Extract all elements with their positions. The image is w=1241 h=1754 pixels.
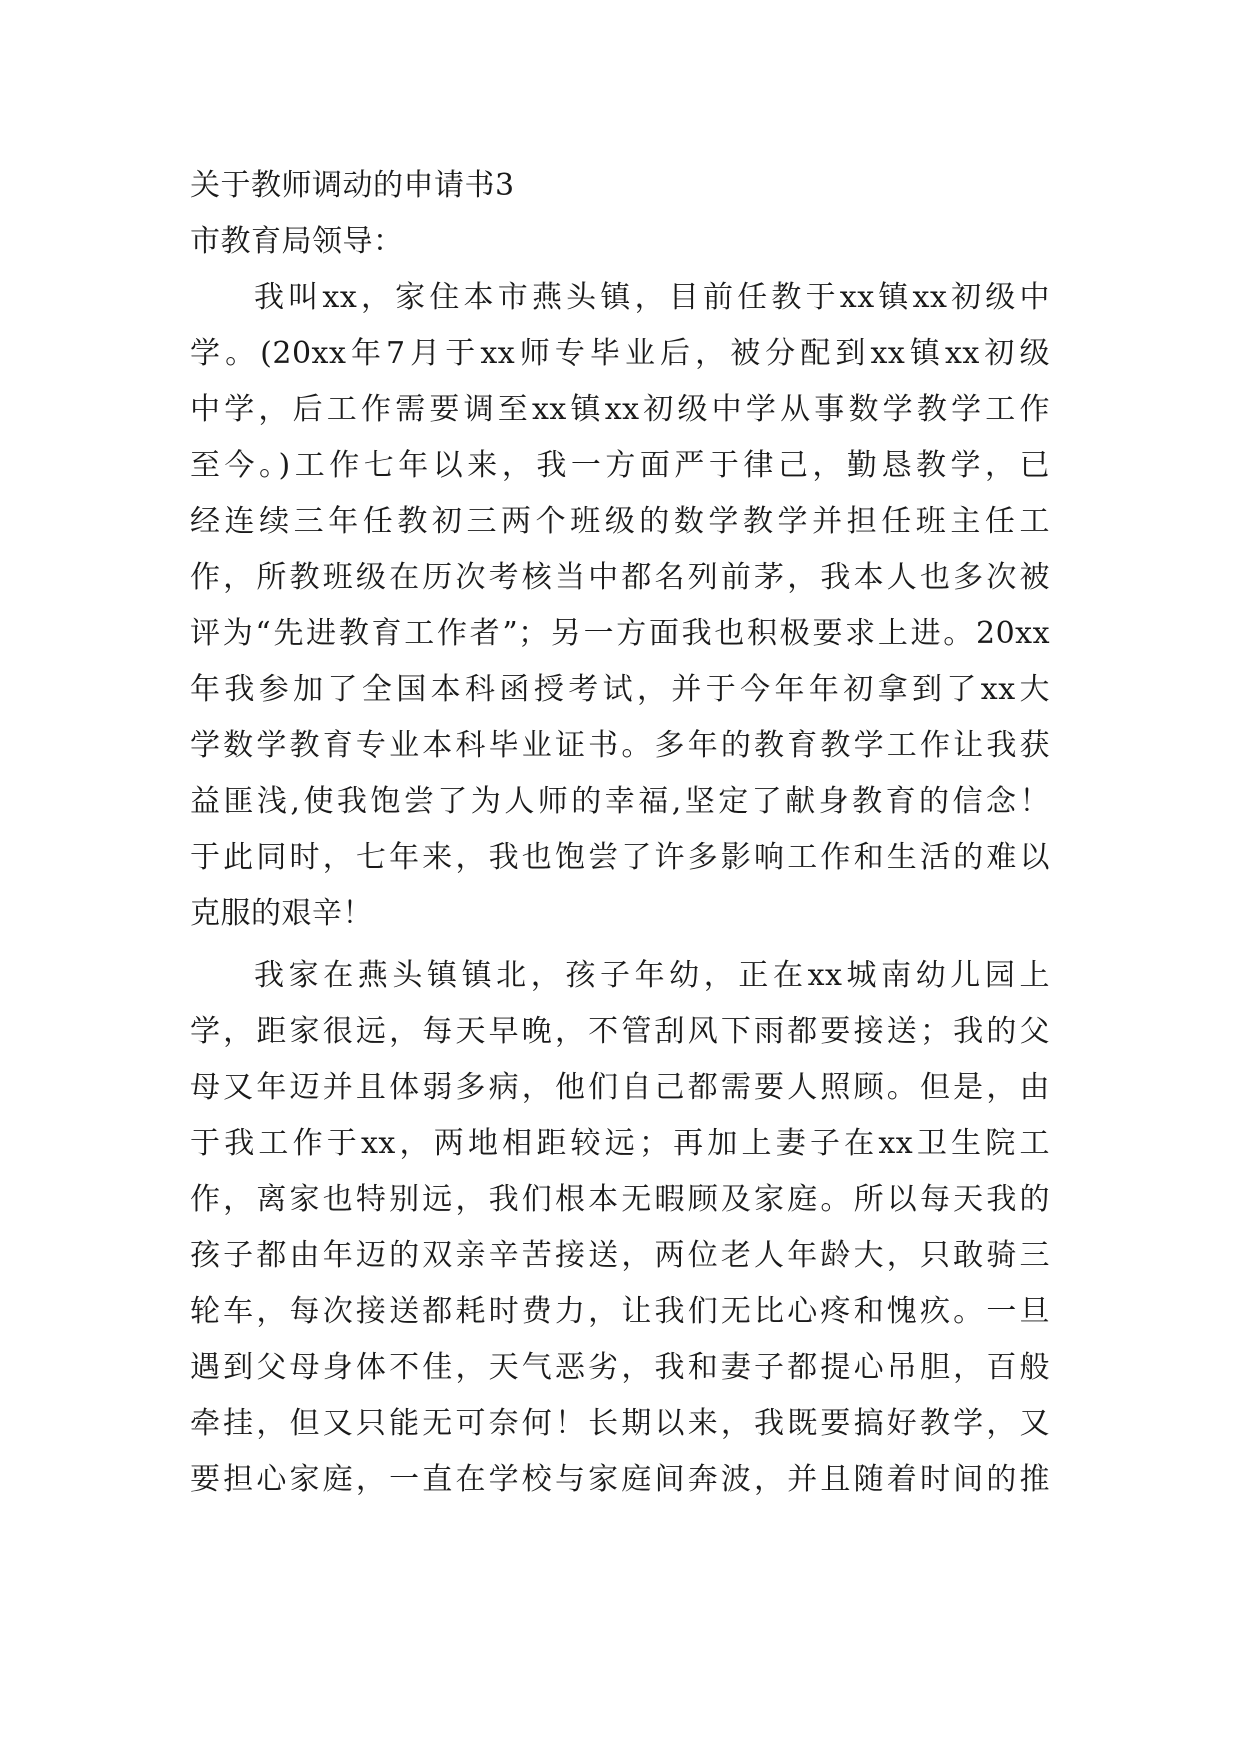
paragraph-2 [190, 948, 1050, 1508]
paragraph-line: 要担心家庭，一直在学校与家庭间奔波，并且随着时间的推 [190, 1462, 1050, 1497]
paragraph-line: 中学，后工作需要调至xx镇xx初级中学从事数学教学工作 [190, 392, 1050, 427]
paragraph-line: 评为“先进教育工作者”；另一方面我也积极要求上进。20xx [190, 616, 1050, 651]
paragraph-line: 我叫xx，家住本市燕头镇，目前任教于xx镇xx初级中 [254, 280, 1050, 315]
paragraph-line: 学数学教育专业本科毕业证书。多年的教育教学工作让我获 [190, 728, 1050, 763]
document-title: 关于教师调动的申请书3 [190, 168, 515, 203]
paragraph-line: 益匪浅,使我饱尝了为人师的幸福,坚定了献身教育的信念！ [190, 784, 1050, 819]
paragraph-1 [190, 270, 1050, 942]
paragraph-line: 克服的艰辛！ [190, 896, 373, 931]
document-body [190, 158, 1050, 1508]
paragraph-line: 孩子都由年迈的双亲辛苦接送，两位老人年龄大，只敢骑三 [190, 1238, 1050, 1273]
paragraph-line: 学。(20xx年7月于xx师专毕业后，被分配到xx镇xx初级 [190, 336, 1050, 371]
paragraph-line: 遇到父母身体不佳，天气恶劣，我和妻子都提心吊胆，百般 [190, 1350, 1050, 1385]
paragraph-line: 经连续三年任教初三两个班级的数学教学并担任班主任工 [190, 504, 1050, 539]
paragraph-line: 牵挂，但又只能无可奈何！长期以来，我既要搞好教学，又 [190, 1406, 1050, 1441]
paragraph-line: 学，距家很远，每天早晚，不管刮风下雨都要接送；我的父 [190, 1014, 1050, 1049]
paragraph-line: 母又年迈并且体弱多病，他们自己都需要人照顾。但是，由 [190, 1070, 1050, 1105]
paragraph-line: 年我参加了全国本科函授考试，并于今年年初拿到了xx大 [190, 672, 1050, 707]
salutation: 市教育局领导： [190, 224, 404, 259]
paragraph-line: 于此同时，七年来，我也饱尝了许多影响工作和生活的难以 [190, 840, 1050, 875]
paragraph-line: 我家在燕头镇镇北，孩子年幼，正在xx城南幼儿园上 [254, 958, 1050, 993]
paragraph-line: 于我工作于xx，两地相距较远；再加上妻子在xx卫生院工 [190, 1126, 1050, 1161]
paragraph-line: 至今。)工作七年以来，我一方面严于律己，勤恳教学，已 [190, 448, 1050, 483]
paragraph-line: 轮车，每次接送都耗时费力，让我们无比心疼和愧疚。一旦 [190, 1294, 1050, 1329]
paragraph-line: 作，离家也特别远，我们根本无暇顾及家庭。所以每天我的 [190, 1182, 1050, 1217]
paragraph-line: 作，所教班级在历次考核当中都名列前茅，我本人也多次被 [190, 560, 1050, 595]
